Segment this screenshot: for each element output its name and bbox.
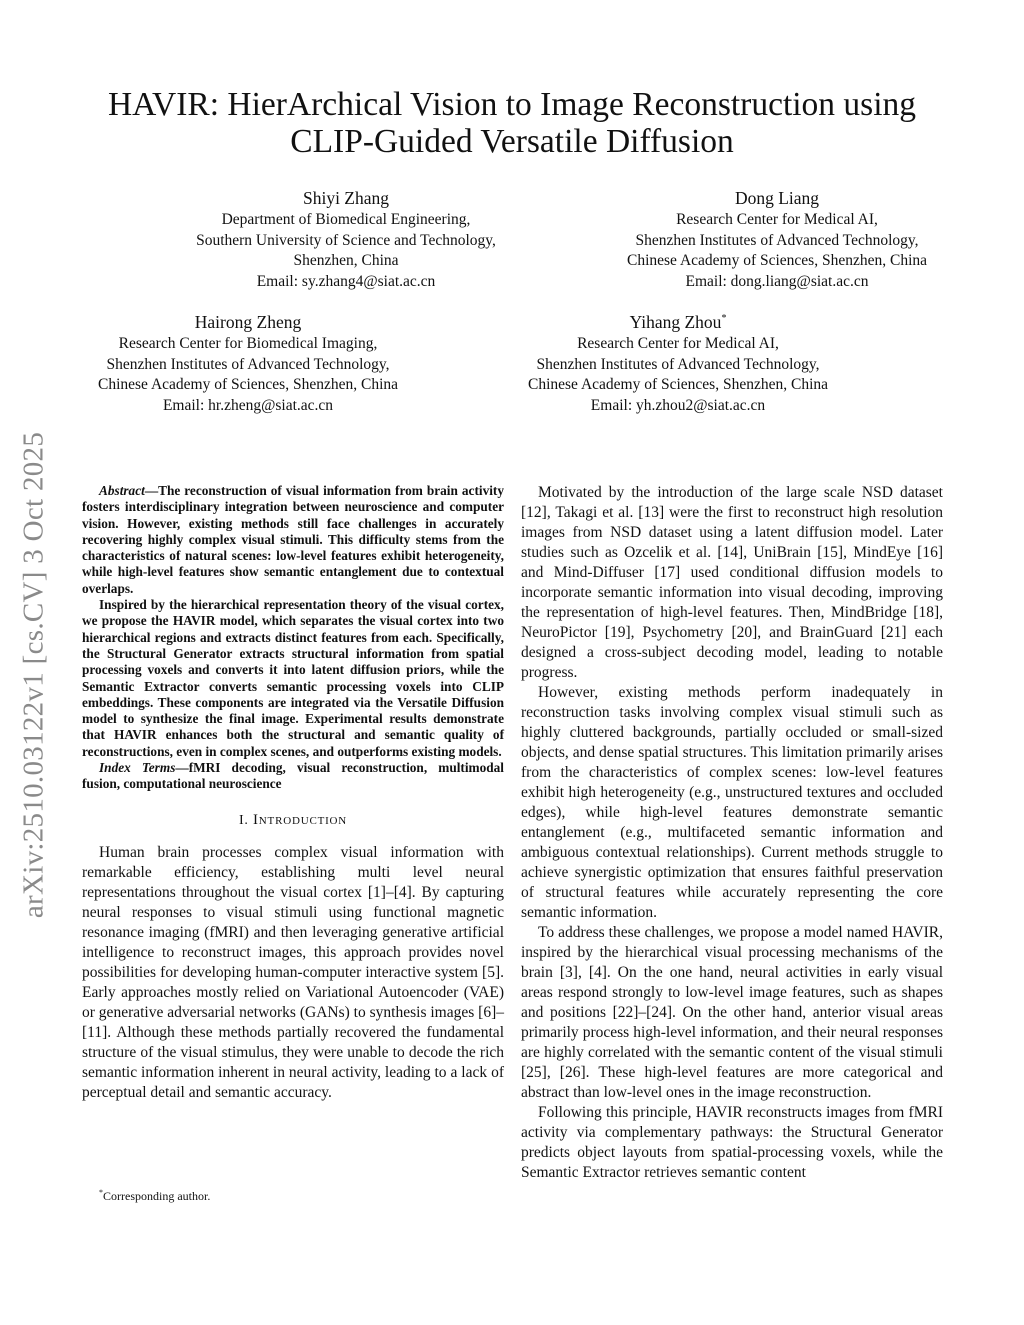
abstract-label: Abstract [99, 483, 145, 498]
author-affiliation-line: Research Center for Medical AI, [577, 335, 779, 352]
author-affiliation-line: Chinese Academy of Sciences, Shenzhen, China [527, 376, 829, 393]
section-heading-introduction [82, 810, 504, 831]
author-affiliation-line: Shenzhen Institutes of Advanced Technology, [635, 231, 919, 249]
section-title: Introduction [253, 811, 348, 828]
author-affiliation-line: Southern University of Science and Technology, [196, 231, 496, 249]
author-affiliation-line: Chinese Academy of Sciences, Shenzhen, China [626, 252, 928, 269]
author-block-1 [164, 187, 528, 292]
body-paragraph: However, existing methods perform inadequately in reconstruction tasks involving complex visual stimuli such as highly cluttered backgrounds, partially occluded or small-sized objects, and dense spatial structures. This limitation primarily arises from the characteristics of complex scenes: low-level features exhibit high heterogeneity (e.g., unstructured textures and occluded edges), while high-level features demonstrate semantic entanglement (e.g., multifaceted semantic information and ambiguous contextual relationships). Current methods struggle to achieve synergistic optimization that ensures faithful preservation of structural features while accurately representing the core semantic information. [521, 684, 943, 921]
body-paragraph: Human brain processes complex visual information with remarkable efficiency, establishing multi level neural representations throughout the visual cortex [1]–[4]. By capturing neural responses to visual stimuli using functional magnetic resonance imaging (fMRI) and then leveraging generative artificial intelligence to reconstruct images, this approach provides novel possibilities for developing human-computer interactive system [5]. Early approaches mostly relied on Variational Autoencoder (VAE) or generative adversarial networks (GANs) to synthesis images [6]–[11]. Although these methods partially recovered the fundamental structure of the visual stimulus, they were unable to decode the rich semantic information inherent in neural activity, leading to a lack of perceptual detail and semantic accuracy. [82, 843, 504, 1101]
author-name: Shiyi Zhang [302, 188, 390, 208]
arxiv-identifier-stamp [4, 380, 64, 970]
index-terms-text: —fMRI decoding, visual reconstruction, multimodal fusion, computational neuroscience [82, 760, 504, 792]
author-affiliation-line: Shenzhen Institutes of Advanced Technology, [536, 355, 820, 373]
author-name: Yihang Zhou [629, 312, 722, 332]
left-column [82, 483, 504, 1103]
footnote-marker: * [99, 1188, 103, 1197]
author-affiliation-line: Research Center for Biomedical Imaging, [118, 335, 378, 352]
abstract-paragraph: Inspired by the hierarchical representation theory of the visual cortex, we propose the HAVIR model, which separates the visual cortex into two hierarchical regions and extracts distinct features from each. Specifically, the Structural Generator extracts structural information from spatial processing voxels and converts it into latent diffusion priors, while the Semantic Extractor converts semantic processing voxels into CLIP embeddings. These components are integrated via the Versatile Diffusion model to synthesize the final image. Experimental results demonstrate that HAVIR enhances both the structural and semantic quality of reconstructions, even in complex scenes, and outperforms existing models. [82, 597, 504, 759]
author-affiliation-line: Shenzhen, China [293, 252, 399, 269]
abstract [82, 483, 504, 793]
author-email: Email: yh.zhou2@siat.ac.cn [590, 396, 766, 414]
author-block-2 [590, 187, 964, 292]
body-paragraph: Motivated by the introduction of the large scale NSD dataset [12], Takagi et al. [13] were the first to reconstruct high resolution images from NSD dataset using a latent diffusion model. Later studies such as Ozcelik et al. [14], UniBrain [15], MindEye [16] and Mind-Diffuser [17] used conditional diffusion models to incorporate semantic information into visual decoding, improving the representation of high-level features. Then, MindBridge [18], NeuroPictor [19], Psychometry [20], and BrainGuard [21] each designed a cross-subject decoding model, leading to notable progress. [521, 484, 943, 681]
right-column [521, 483, 943, 1183]
author-affiliation-line: Chinese Academy of Sciences, Shenzhen, China [97, 376, 399, 393]
index-terms-label: Index Terms [99, 760, 176, 776]
arxiv-identifier-text: arXiv:2510.03122v1 [cs.CV] 3 Oct 2025 [17, 431, 50, 919]
author-name: Hairong Zheng [194, 312, 302, 332]
abstract-text: —The reconstruction of visual information from brain activity fosters interdisciplinary integration between neuroscience and computer vision. However, existing methods still face challenges in accurately recovering highly complex visual stimuli. This difficulty stems from the characteristics of natural scenes: low-level features exhibit heterogeneity, while high-level features show semantic entanglement due to contextual overlaps. [82, 483, 504, 596]
author-block-4 [498, 311, 858, 416]
index-terms [82, 760, 504, 793]
body-paragraph: Following this principle, HAVIR reconstructs images from fMRI activity via complementary pathways: the Structural Generator predicts object layouts from spatial-processing voxels, while the Semantic Extractor retrieves semantic content [521, 1104, 943, 1181]
author-email: Email: sy.zhang4@siat.ac.cn [256, 272, 436, 290]
body-paragraph: To address these challenges, we propose a model named HAVIR, inspired by the hierarchical visual processing mechanisms of the brain [3], [4]. On the one hand, neural activities in early visual areas respond strongly to low-level image features, such as shapes and positions [22]–[24]. On the other hand, anterior visual areas primarily process high-level information, and their neural responses are highly correlated with the semantic content of the visual stimuli [25], [26]. These high-level features are more categorical and abstract than low-level ones in the image reconstruction. [521, 924, 943, 1101]
corresponding-author-marker: * [721, 313, 727, 325]
abstract-paragraph [82, 483, 504, 597]
author-email: Email: dong.liang@siat.ac.cn [685, 272, 869, 290]
author-affiliation-line: Research Center for Medical AI, [676, 211, 878, 228]
author-name: Dong Liang [734, 188, 820, 208]
author-affiliation-line: Department of Biomedical Engineering, [221, 211, 471, 228]
author-block-3 [68, 311, 428, 416]
paper-title: HAVIR: HierArchical Vision to Image Reconstruction using CLIP-Guided Versatile Diffusion [107, 86, 917, 160]
author-email: Email: hr.zheng@siat.ac.cn [162, 396, 334, 414]
author-affiliation-line: Shenzhen Institutes of Advanced Technology, [106, 355, 390, 373]
author-name-line [498, 311, 858, 333]
section-number: I. [238, 812, 249, 828]
footnote [82, 1185, 504, 1204]
footnote-text: Corresponding author. [103, 1189, 211, 1203]
